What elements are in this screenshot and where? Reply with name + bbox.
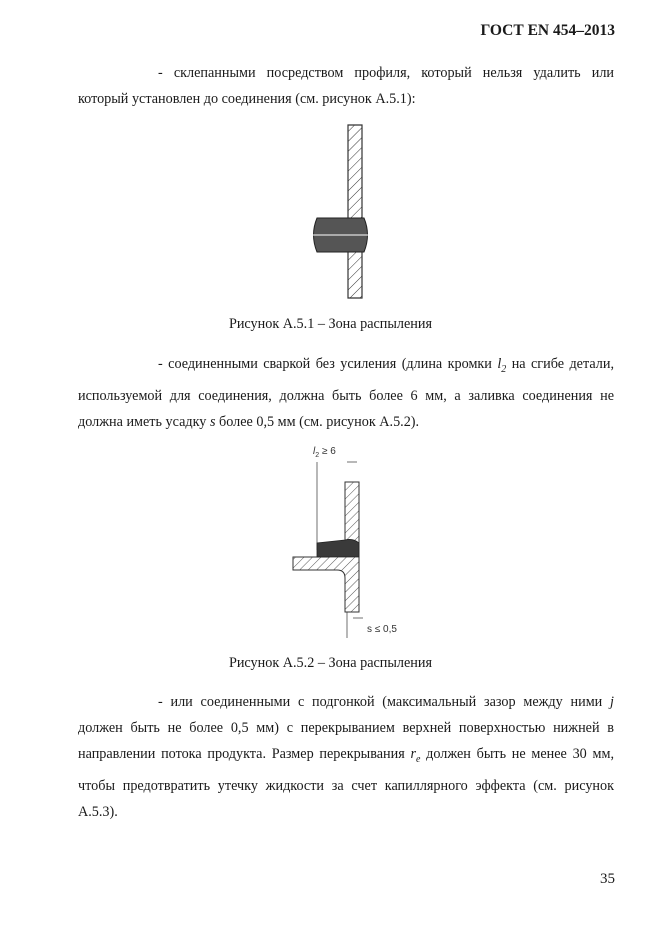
figure-a52-welded-joint — [285, 440, 415, 645]
paragraph-fitted-text-1: - или соединенными с подгонкой (максимальный зазор между ними — [158, 694, 611, 710]
figure-a51-caption: Рисунок А.5.1 – Зона распыления — [228, 316, 433, 332]
paragraph-fitted-text-3: должен быть не менее 30 мм, чтобы предотвратить утечку жидкости за счет капиллярного эффекта (см. рисунок А.5.3). — [78, 746, 614, 820]
weld-seam — [317, 539, 359, 557]
var-s: s — [209, 413, 216, 430]
label-l2: $l_2 \ge 6$ — [313, 446, 336, 459]
var-j: j — [610, 694, 614, 710]
paragraph-welded-text-1: - соединенными сваркой без усиления (длина кромки — [158, 356, 498, 372]
figure-a51-riveted-joint — [290, 120, 400, 305]
figure-a52-caption: Рисунок А.5.2 – Зона распыления — [228, 655, 433, 671]
paragraph-fitted — [78, 689, 614, 825]
var-re: $r_e$ — [410, 746, 421, 765]
paragraph-welded-text-2: на сгибе детали, используемой для соединения, должна быть более 6 мм, а заливка соединения не должна иметь усадку — [78, 356, 614, 430]
paragraph-welded-text-3: более 0,5 мм (см. рисунок А.5.2). — [215, 413, 420, 430]
paragraph-welded — [78, 351, 614, 435]
paragraph-riveted — [78, 60, 614, 112]
label-s: s ≤ 0,5 — [367, 624, 397, 635]
profile-section — [326, 125, 362, 298]
paragraph-fitted-text-2: должен быть не более 0,5 мм) с перекрыванием верхней поверхностью нижней в направлении потока продукта. Размер перекрывания — [78, 720, 614, 762]
var-l2: $l_2$ — [497, 356, 507, 375]
document-header: ГОСТ EN 454–2013 — [480, 22, 615, 39]
page-number: 35 — [600, 871, 615, 887]
paragraph-riveted-text: - склепанными посредством профиля, который нельзя удалить или который установлен до соединения (см. рисунок А.5.1): — [78, 65, 614, 107]
